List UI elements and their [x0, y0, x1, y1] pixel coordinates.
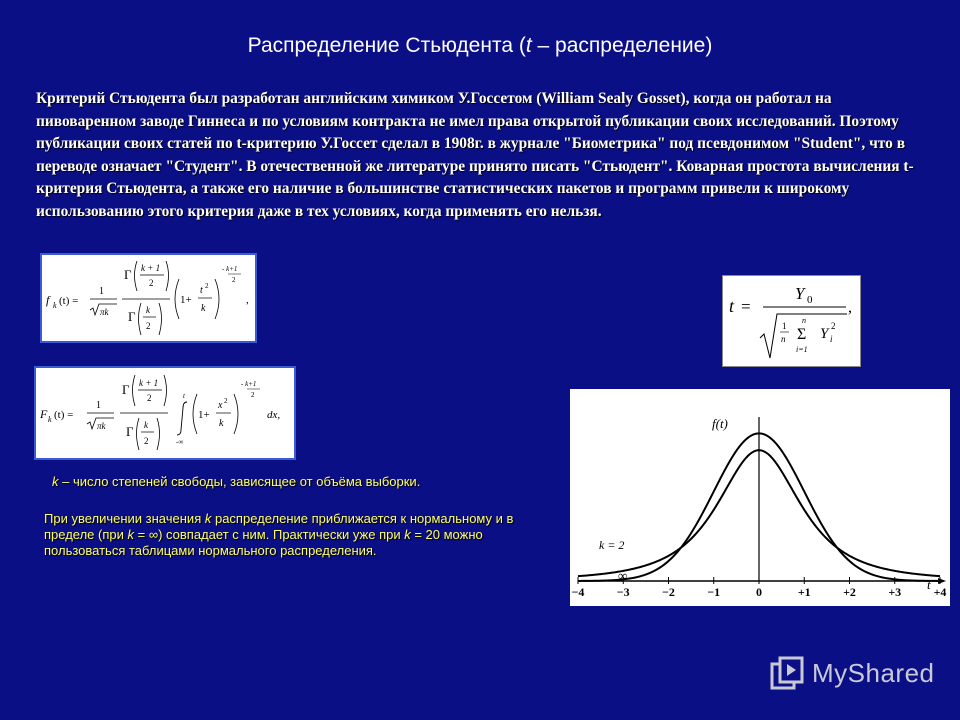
t-statistic-formula [722, 275, 861, 367]
series-label-k2: k = 2 [599, 538, 625, 552]
density-formula-svg [42, 255, 255, 341]
formula-two-bottom: 2 [146, 321, 151, 331]
formula-fk: f [46, 293, 50, 307]
cdf-fk-sub: k [48, 415, 52, 424]
cdf-gamma-bottom: Γ [126, 424, 134, 439]
stat-sum-top: n [802, 316, 806, 325]
formula-exp-den: 2 [232, 276, 236, 284]
formula-exp: - k+1 [222, 265, 238, 273]
stat-y0-sub: 0 [807, 294, 813, 306]
chart-x-tick-label: −2 [662, 585, 675, 599]
stat-yi-sub: i [830, 334, 833, 344]
cdf-exp-den: 2 [251, 391, 255, 399]
cdf-formula [34, 366, 296, 460]
chart-svg [570, 389, 950, 606]
cdf-k-plus-1: k + 1 [139, 378, 159, 388]
formula-k-plus-1: k + 1 [141, 263, 161, 273]
formula-t-sq: 2 [205, 282, 209, 290]
stat-y0: Y [795, 284, 805, 303]
formula-gamma-bottom: Γ [128, 309, 136, 324]
formula-one-plus: 1+ [180, 294, 192, 306]
formula-sqrt-arg: πk [100, 307, 109, 317]
cdf-fk-arg: (t) = [54, 409, 74, 421]
chart-x-tick-label: 0 [756, 585, 762, 599]
cdf-one-plus: 1+ [198, 409, 210, 421]
chart-xlabel: t [927, 577, 931, 592]
formula-one: 1 [99, 286, 104, 297]
formula-fk-arg: (t) = [59, 295, 79, 307]
myshared-watermark [768, 654, 948, 694]
cdf-int-upper: t [183, 392, 185, 400]
cdf-fk: F [40, 407, 48, 421]
cdf-one: 1 [96, 400, 101, 411]
cdf-dx: dx, [267, 409, 281, 421]
formula-fk-sub: k [53, 301, 57, 310]
chart-x-tick-label: +2 [843, 585, 856, 599]
chart-x-tick-label: −4 [571, 585, 585, 599]
stat-sum: Σ [797, 326, 807, 343]
formula-comma: , [246, 294, 249, 306]
stat-frac-1: 1 [782, 321, 787, 331]
stat-yi: Y [820, 326, 829, 342]
t-distribution-chart [570, 389, 950, 606]
chart-x-tick-label: −3 [616, 585, 630, 599]
stat-comma: , [848, 299, 852, 316]
stat-frac-n: n [781, 334, 786, 344]
chart-x-tick-label: +3 [888, 585, 902, 599]
cdf-exp: - k+1 [241, 380, 257, 388]
cdf-k-bottom: k [144, 420, 148, 430]
cdf-sqrt-arg: πk [97, 421, 106, 431]
density-formula [40, 253, 257, 343]
stat-yi-sup: 2 [831, 321, 836, 331]
formula-gamma-top: Γ [124, 267, 132, 282]
stat-eq: = [741, 297, 751, 316]
cdf-two-bottom: 2 [144, 436, 149, 446]
myshared-logo-icon [768, 654, 808, 694]
watermark-text: MyShared [812, 658, 935, 688]
cdf-k-den: k [219, 418, 224, 429]
note-degrees-of-freedom: k – число степеней свободы, зависящее от объёма выборки. [52, 474, 421, 489]
formula-t: t [200, 285, 203, 296]
series-label-infinity: ∞ [618, 568, 628, 583]
cdf-x-sq: 2 [224, 397, 228, 405]
intro-paragraph: Критерий Стьюдента был разработан английским химиком У.Госсетом (William Sealy Gosset), когда он работал на пивоваренном заводе Гиннеса и по условиям контракта не имел права открытой публикации своих исследований. Поэтому публикации своих статей по t-критерию У.Госсет сделал в 1908г. в журнале "Биометрика" под псевдонимом "Student", что в переводе означает "Студент". В отечественной же литературе принято писать "Стьюдент". Коварная простота вычисления t-критерия Стьюдента, а также его наличие в большинстве статистических пакетов и программ привели к широкому использованию этого критерия даже в тех условиях, когда применять его нельзя. [36, 90, 914, 220]
cdf-int-lower: -∞ [176, 438, 184, 446]
cdf-formula-svg [36, 368, 294, 458]
cdf-x: x [218, 400, 223, 411]
slide-title: Распределение Стьюдента (t – распределение) [247, 34, 713, 57]
t-statistic-svg [723, 276, 860, 366]
chart-x-tick-label: −1 [707, 585, 721, 599]
stat-sum-bottom: i=1 [796, 345, 808, 354]
cdf-gamma-top: Γ [122, 382, 130, 397]
stat-t: t [729, 296, 735, 316]
formula-k-den: k [201, 303, 206, 314]
formula-k-bottom: k [146, 305, 150, 315]
note-normal-limit: При увеличении значения k распределение приближается к нормальному и в пределе (при k = ∞) совпадает с ним. Практически уже при k = 20 можно пользоваться таблицами нормального распределения. [44, 511, 514, 558]
chart-ylabel: f(t) [712, 416, 728, 431]
cdf-two-top: 2 [147, 393, 152, 403]
chart-x-tick-label: +1 [797, 585, 811, 599]
formula-two-top: 2 [149, 278, 154, 288]
chart-x-tick-label: +4 [933, 585, 947, 599]
